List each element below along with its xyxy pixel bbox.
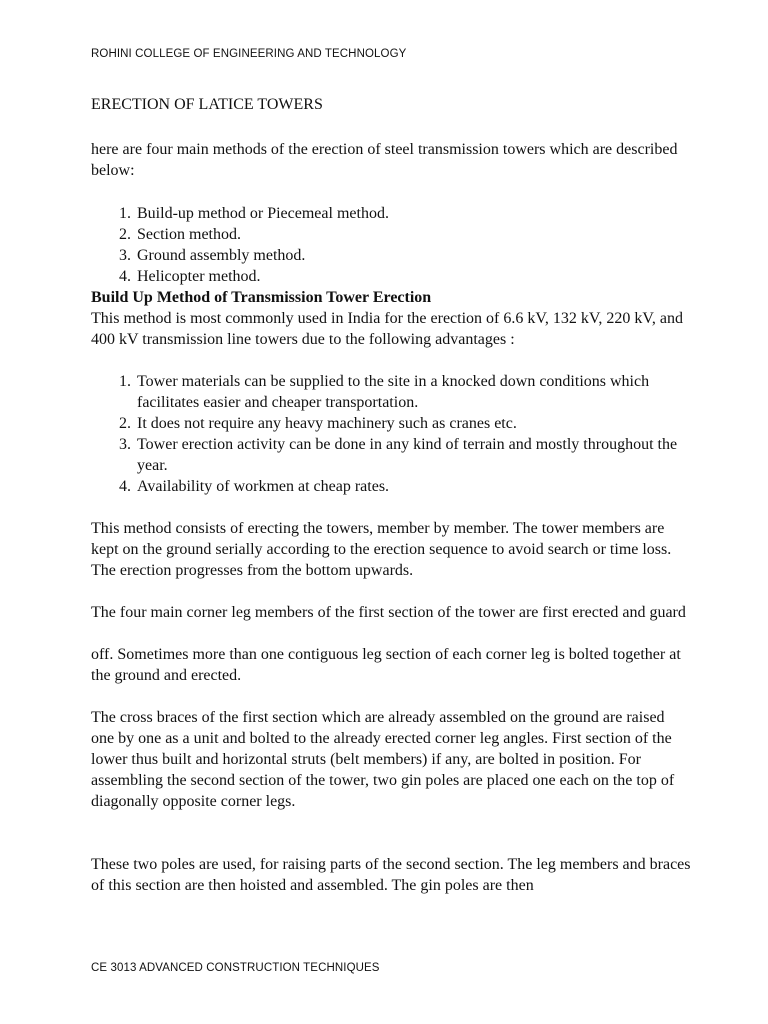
section-intro: This method is most commonly used in India for the erection of 6.6 kV, 132 kV, 220 kV, and 400 kV transmission line towers due to the following advantages : [91,310,683,348]
paragraph: off. Sometimes more than one contiguous leg section of each corner leg is bolted together at the ground and erected. [91,646,681,684]
advantages-list [91,371,691,497]
list-item: 3. Tower erection activity can be done in any kind of terrain and mostly throughout the year. [135,434,691,476]
intro-paragraph: here are four main methods of the erection of steel transmission towers which are described below: [91,141,678,179]
section-heading: Build Up Method of Transmission Tower Erection [91,289,432,306]
list-item: 2. It does not require any heavy machinery such as cranes etc. [135,413,691,434]
page-header: ROHINI COLLEGE OF ENGINEERING AND TECHNOLOGY [91,48,407,60]
page-footer: CE 3013 ADVANCED CONSTRUCTION TECHNIQUES [91,962,380,974]
list-item: 1. Build-up method or Piecemeal method. [135,203,691,224]
paragraph: This method consists of erecting the towers, member by member. The tower members are kept on the ground serially according to the erection sequence to avoid search or time loss. The erection progresses from the bottom upwards. [91,520,672,579]
paragraph: The four main corner leg members of the first section of the tower are first erected and guard [91,604,686,621]
list-item: 3. Ground assembly method. [135,245,691,266]
document-title: ERECTION OF LATICE TOWERS [91,96,323,113]
paragraph: The cross braces of the first section which are already assembled on the ground are raised one by one as a unit and bolted to the already erected corner leg angles. First section of the lower thus built and horizontal struts (belt members) if any, are bolted in position. For assembling the second section of the tower, two gin poles are placed one each on the top of diagonally opposite corner legs. [91,709,675,810]
list-item: 4. Helicopter method. [135,266,691,287]
paragraph: These two poles are used, for raising parts of the second section. The leg members and braces of this section are then hoisted and assembled. The gin poles are then [91,856,691,894]
list-item: 1. Tower materials can be supplied to the site in a knocked down conditions which facilitates easier and cheaper transportation. [135,371,691,413]
document-body [91,94,691,896]
methods-list [91,203,691,287]
list-item: 2. Section method. [135,224,691,245]
list-item: 4. Availability of workmen at cheap rates. [135,476,691,497]
